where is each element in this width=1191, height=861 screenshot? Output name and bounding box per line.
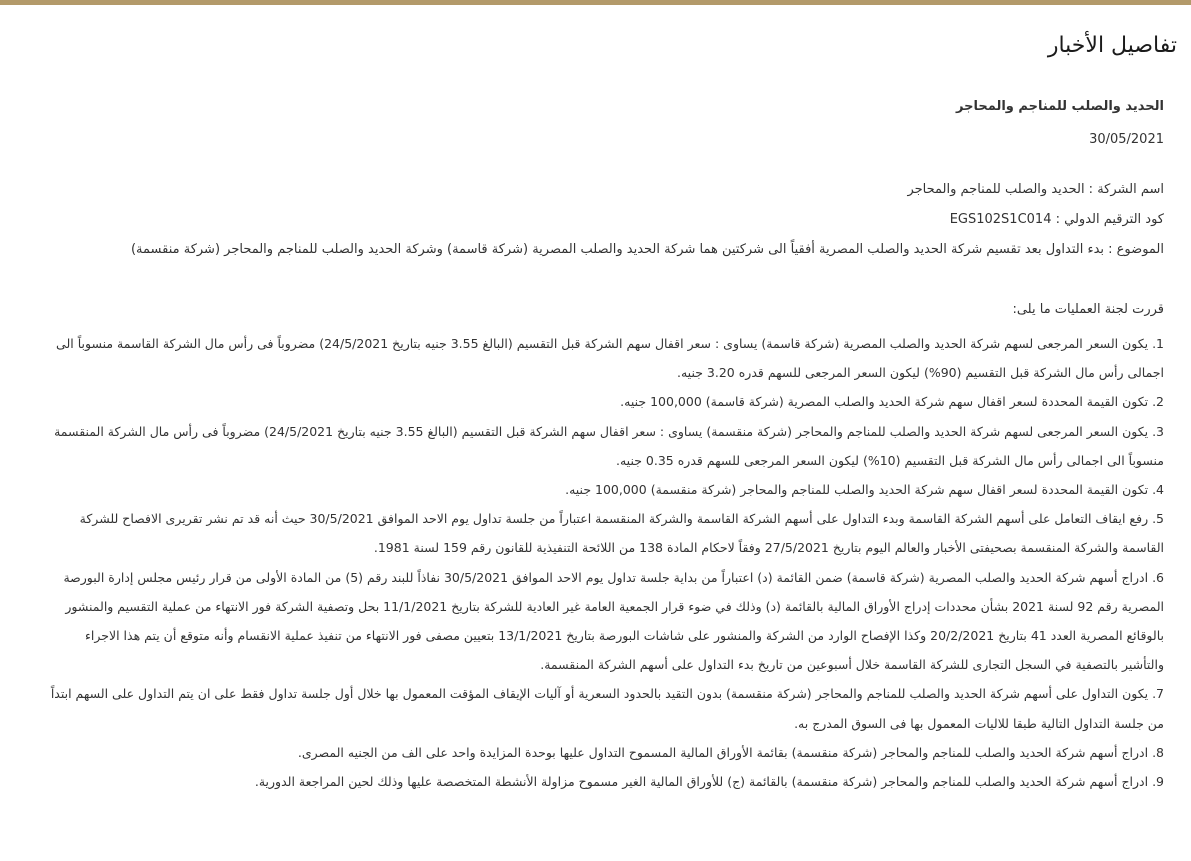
decisions-list xyxy=(40,329,1164,796)
isin-code-line: كود الترقيم الدولي : EGS102S1C014 xyxy=(949,212,1164,227)
decision-item: 1. يكون السعر المرجعى لسهم شركة الحديد والصلب المصرية (شركة قاسمة) يساوى : سعر اقفال سهم الشركة قبل التقسيم (البالغ 3.55 جنيه بتاريخ 24/5/2021) مضروباً فى رأس مال الشركة القاسمة منسوباً الى اجمالى رأس مال الشركة قبل التقسيم (90%) ليكون السعر المرجعى للسهم قدره 3.20 جنيه. xyxy=(56,336,1164,381)
decision-item: 5. رفع ايقاف التعامل على أسهم الشركة القاسمة وبدء التداول على أسهم الشركة القاسمة والشركة المنقسمة اعتباراً من جلسة تداول يوم الاحد الموافق 30/5/2021 حيث أنه قد تم نشر تقريرى الافصاح للشركة القاسمة والشركة المنقسمة بصحيفتى الأخبار والعالم اليوم بتاريخ 27/5/2021 وفقاً لاحكام المادة 138 من اللائحة التنفيذية للقانون رقم 159 لسنة 1981. xyxy=(79,511,1164,556)
decision-item: 9. ادراج أسهم شركة الحديد والصلب للمناجم والمحاجر (شركة منقسمة) بالقائمة (ج) للأوراق المالية الغير مسموح مزاولة الأنشطة المتخصصة عليها وذلك لحين المراجعة الدورية. xyxy=(254,774,1164,790)
decision-item: 7. يكون التداول على أسهم شركة الحديد والصلب للمناجم والمحاجر (شركة منقسمة) بدون التقيد بالحدود السعرية أو آليات الإيقاف المؤقت المعمول بها خلال أول جلسة تداول فقط على ان يتم التداول على السهم ابتداً من جلسة التداول التالية طبقا للاليات المعمول بها فى السوق المدرج به. xyxy=(50,686,1164,731)
company-name-line: اسم الشركة : الحديد والصلب للمناجم والمحاجر xyxy=(907,182,1164,197)
decision-item: 6. ادراج أسهم شركة الحديد والصلب المصرية (شركة قاسمة) ضمن القائمة (د) اعتباراً من بداية جلسة تداول يوم الاحد الموافق 30/5/2021 نفاذاً للبند رقم (5) من المادة الأولى من قرار رئيس مجلس إدارة البورصة المصرية رقم 92 لسنة 2021 بشأن محددات إدراج الأوراق المالية بالقائمة (د) وذلك في ضوء قرار الجمعية العامة غير العادية للشركة بتاريخ 11/1/2021 بحل وتصفية الشركة فور الانتهاء من عملية التقسيم والمنشور بالوقائع المصرية العدد 41 بتاريخ 20/2/2021 وكذا الإفصاح الوارد من الشركة والمنشور على شاشات البورصة بتاريخ 13/1/2021 بتعيين مصفى فور الانتهاء من تنفيذ عملية الانقسام وأنه متوقع أن يتم هذا الاجراء والتأشير بالتصفية في السجل التجارى للشركة القاسمة خلال أسبوعين من تاريخ بدء التداول على أسهم الشركة المنقسمة. xyxy=(63,569,1164,673)
committee-intro: قررت لجنة العمليات ما يلى: xyxy=(1012,302,1164,317)
decision-item: 8. ادراج أسهم شركة الحديد والصلب للمناجم والمحاجر (شركة منقسمة) بقائمة الأوراق المالية المسموح التداول عليها بوحدة المزايدة واحد على الف من الجنيه المصرى. xyxy=(297,744,1164,760)
decision-item: 3. يكون السعر المرجعى لسهم شركة الحديد والصلب للمناجم والمحاجر (شركة منقسمة) يساوى : سعر اقفال سهم الشركة قبل التقسيم (البالغ 3.55 جنيه بتاريخ 24/5/2021) مضروباً فى رأس مال الشركة المنقسمة منسوباً الى اجمالى رأس مال الشركة قبل التقسيم (10%) ليكون السعر المرجعى للسهم قدره 0.35 جنيه. xyxy=(54,423,1164,468)
news-date: 30/05/2021 xyxy=(1089,132,1164,147)
subject-line: الموضوع : بدء التداول بعد تقسيم شركة الحديد والصلب المصرية أفقياً الى شركتين هما شركة الحديد والصلب المصرية (شركة قاسمة) وشركة الحديد والصلب للمناجم والمحاجر (شركة منقسمة) xyxy=(130,242,1164,257)
decision-item: 4. تكون القيمة المحددة لسعر اقفال سهم شركة الحديد والصلب للمناجم والمحاجر (شركة منقسمة) 100,000 جنيه. xyxy=(565,482,1164,498)
top-accent-bar xyxy=(0,0,1191,5)
decision-item: 2. تكون القيمة المحددة لسعر اقفال سهم شركة الحديد والصلب المصرية (شركة قاسمة) 100,000 جنيه. xyxy=(620,394,1164,410)
page-title: تفاصيل الأخبار xyxy=(1047,33,1177,58)
news-heading: الحديد والصلب للمناجم والمحاجر xyxy=(956,99,1164,114)
